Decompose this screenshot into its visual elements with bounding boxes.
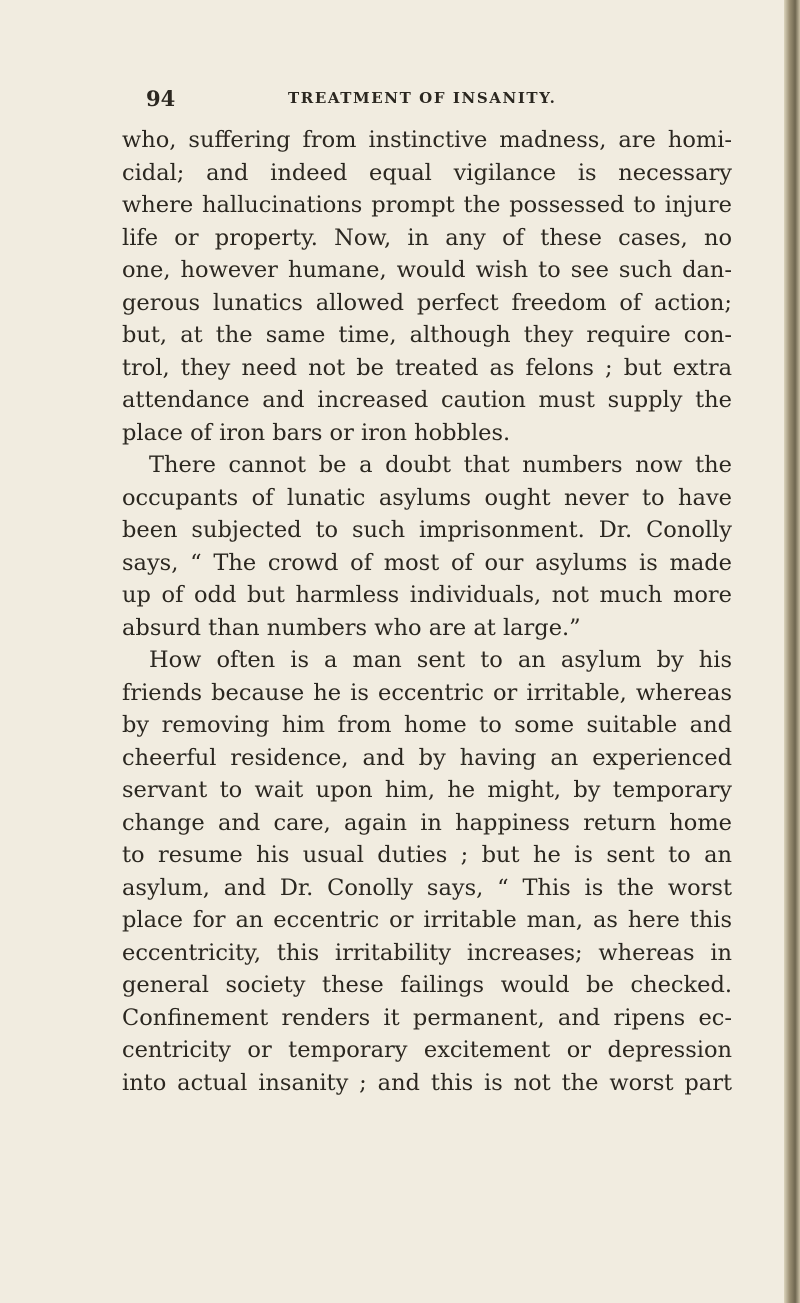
text-line: general society these failings would be checked. (122, 972, 732, 998)
page-header (146, 86, 666, 116)
text-line: but, at the same time, although they require con- (122, 322, 732, 348)
book-binding-edge (784, 0, 800, 1303)
text-line: to resume his usual duties ; but he is sent to an (122, 842, 732, 868)
text-line: absurd than numbers who are at large.” (122, 614, 581, 641)
body-text (122, 124, 732, 1099)
text-line: friends because he is eccentric or irritable, whereas (122, 679, 732, 706)
text-line: gerous lunatics allowed perfect freedom of action; (122, 289, 732, 316)
text-line: servant to wait upon him, he might, by temporary (122, 777, 732, 803)
text-line: place for an eccentric or irritable man, as here this (122, 907, 732, 933)
page-number: 94 (146, 86, 176, 111)
text-line: cidal; and indeed equal vigilance is necessary (122, 159, 732, 186)
running-head: TREATMENT OF INSANITY. (288, 89, 557, 107)
text-line: change and care, again in happiness return home (122, 809, 732, 836)
text-line: Confinement renders it permanent, and ripens ec- (122, 1004, 732, 1031)
text-line: by removing him from home to some suitable and (122, 712, 732, 738)
text-line: eccentricity, this irritability increases; whereas in (122, 939, 732, 966)
paragraph-start-line: There cannot be a doubt that numbers now the (149, 452, 732, 478)
text-line: centricity or temporary excitement or depression (122, 1037, 732, 1063)
text-line: up of odd but harmless individuals, not much more (122, 582, 732, 608)
text-line: who, suffering from instinctive madness, are homi- (122, 127, 732, 153)
paragraph-start-line: How often is a man sent to an asylum by his (149, 647, 732, 673)
text-line: cheerful residence, and by having an experienced (122, 744, 732, 771)
text-line: into actual insanity ; and this is not the worst part (122, 1069, 732, 1096)
text-line: trol, they need not be treated as felons ; but extra (122, 354, 732, 381)
text-line: one, however humane, would wish to see such dan- (122, 257, 732, 283)
text-line: occupants of lunatic asylums ought never to have (122, 484, 732, 511)
text-line: place of iron bars or iron hobbles. (122, 419, 511, 446)
text-line: been subjected to such imprisonment. Dr. Conolly (122, 517, 732, 543)
text-line: where hallucinations prompt the possessed to injure (122, 192, 732, 218)
text-line: says, “ The crowd of most of our asylums is made (122, 549, 732, 576)
text-line: asylum, and Dr. Conolly says, “ This is the worst (122, 874, 732, 901)
text-line: life or property. Now, in any of these cases, no (122, 224, 732, 251)
text-line: attendance and increased caution must supply the (122, 387, 732, 413)
